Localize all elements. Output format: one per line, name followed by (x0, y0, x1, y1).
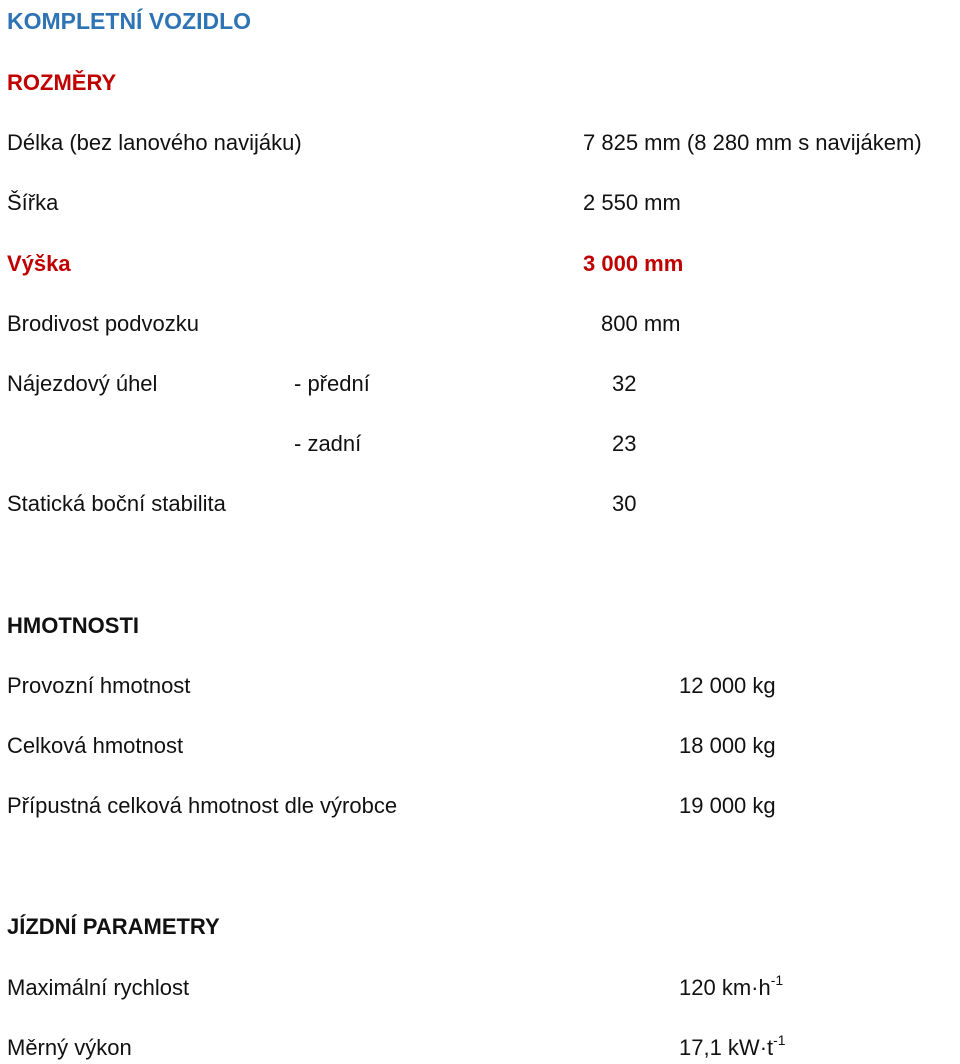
row-label-delka: Délka (bez lanového navijáku) (7, 130, 302, 155)
row-label-celkova-hmotnost: Celková hmotnost (7, 733, 184, 758)
row-label-max-rychlost: Maximální rychlost (7, 975, 190, 1000)
row-value-delka: 7 825 mm (8 280 mm s navijákem) (583, 130, 922, 155)
row-label-merny-vykon: Měrný výkon (7, 1035, 132, 1060)
row-value-vyska: 3 000 mm (583, 251, 684, 276)
section-heading-jizdni-parametry: JÍZDNÍ PARAMETRY (7, 914, 220, 939)
row-value-celkova-hmotnost: 18 000 kg (679, 733, 776, 758)
row-value-sirka: 2 550 mm (583, 190, 681, 215)
row-sublabel-zadni: - zadní (294, 431, 362, 456)
row-value-merny-vykon (679, 1031, 786, 1061)
row-sublabel-predni: - přední (294, 371, 370, 396)
exponent: -1 (773, 1031, 786, 1048)
row-value-zadni: 23 (612, 431, 637, 456)
row-value-staticka-stabilita: 30 (612, 491, 637, 516)
row-value-predni: 32 (612, 371, 637, 396)
document-title: KOMPLETNÍ VOZIDLO (7, 8, 252, 34)
value-text: 17,1 kW·t (679, 1035, 774, 1060)
row-value-max-rychlost (679, 971, 784, 1001)
value-text: 120 km·h (679, 975, 771, 1000)
exponent: -1 (770, 971, 784, 988)
row-value-pripustna-hmotnost: 19 000 kg (679, 793, 776, 818)
row-label-najezdovy-uhel: Nájezdový úhel (7, 371, 158, 396)
section-heading-hmotnosti: HMOTNOSTI (7, 613, 139, 638)
row-label-sirka: Šířka (7, 190, 59, 215)
row-value-provozni-hmotnost: 12 000 kg (679, 673, 776, 698)
row-label-vyska: Výška (7, 251, 71, 276)
row-value-brodivost: 800 mm (601, 311, 681, 336)
row-label-brodivost: Brodivost podvozku (7, 311, 199, 336)
row-label-pripustna-hmotnost: Přípustná celková hmotnost dle výrobce (7, 793, 398, 818)
section-heading-rozmery: ROZMĚRY (7, 70, 117, 95)
row-label-staticka-stabilita: Statická boční stabilita (7, 491, 226, 516)
row-label-provozni-hmotnost: Provozní hmotnost (7, 673, 191, 698)
